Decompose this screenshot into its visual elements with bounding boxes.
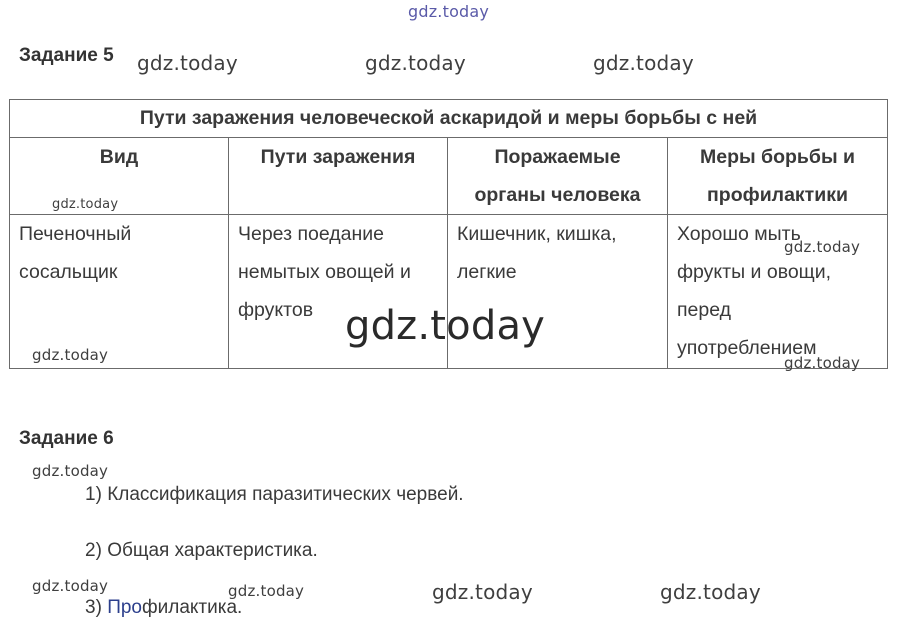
header-line: профилактики bbox=[707, 184, 848, 206]
list-item-number: 1) bbox=[85, 484, 102, 505]
list-item bbox=[85, 597, 242, 619]
list-item-text: Классификация паразитических червей. bbox=[107, 484, 464, 505]
header-line: Поражаемые bbox=[494, 146, 621, 168]
list-item-text-prefix: Про bbox=[107, 597, 142, 618]
cell-line: перед bbox=[677, 299, 732, 321]
task5-heading: Задание 5 bbox=[19, 45, 114, 66]
watermark: gdz.today bbox=[228, 582, 305, 600]
list-item-number: 3) bbox=[85, 597, 102, 618]
cell-line: сосальщик bbox=[19, 261, 118, 283]
cell-line: легкие bbox=[457, 261, 517, 283]
cell-line: Кишечник, кишка, bbox=[457, 223, 617, 245]
list-item-text-rest: филактика. bbox=[141, 597, 243, 618]
list-item bbox=[85, 484, 464, 506]
cell-line: Хорошо мыть bbox=[677, 223, 801, 245]
watermark: gdz.today bbox=[365, 51, 466, 75]
watermark: gdz.today bbox=[137, 51, 238, 75]
watermark: gdz.today bbox=[784, 354, 861, 372]
task6-heading: Задание 6 bbox=[19, 428, 114, 449]
watermark: gdz.today bbox=[32, 462, 109, 480]
table-title: Пути заражения человеческой аскаридой и меры борьбы с ней bbox=[10, 100, 888, 138]
cell-line: употреблением bbox=[677, 337, 817, 359]
column-header-vid bbox=[10, 138, 229, 215]
watermark: gdz.today bbox=[784, 238, 861, 256]
watermark: gdz.today bbox=[660, 580, 761, 604]
list-item-text bbox=[107, 597, 242, 618]
watermark-top: gdz.today bbox=[408, 2, 490, 21]
cell-line: Через поедание bbox=[238, 223, 385, 245]
watermark: gdz.today bbox=[32, 346, 109, 364]
watermark: gdz.today bbox=[593, 51, 694, 75]
list-item-number: 2) bbox=[85, 540, 102, 561]
cell-line: фруктов bbox=[238, 299, 314, 321]
cell-line: Печеночный bbox=[19, 223, 132, 245]
cell-line: немытых овощей и bbox=[238, 261, 411, 283]
header-line: Меры борьбы и bbox=[699, 146, 856, 168]
column-header-prevention bbox=[668, 138, 888, 215]
watermark: gdz.today bbox=[32, 577, 109, 595]
column-header-infection-paths bbox=[229, 138, 448, 215]
column-header-affected-organs bbox=[448, 138, 668, 215]
list-item bbox=[85, 540, 318, 562]
header-line: Пути заражения bbox=[260, 146, 416, 168]
header-line: Вид bbox=[99, 146, 139, 168]
list-item-text: Общая характеристика. bbox=[107, 540, 318, 561]
watermark-large: gdz.today bbox=[345, 303, 546, 349]
watermark: gdz.today bbox=[52, 197, 119, 212]
table-header-row bbox=[10, 138, 888, 215]
header-line: органы человека bbox=[474, 184, 641, 206]
table-title-row bbox=[10, 100, 888, 138]
watermark: gdz.today bbox=[432, 580, 533, 604]
cell-line: фрукты и овощи, bbox=[677, 261, 832, 283]
